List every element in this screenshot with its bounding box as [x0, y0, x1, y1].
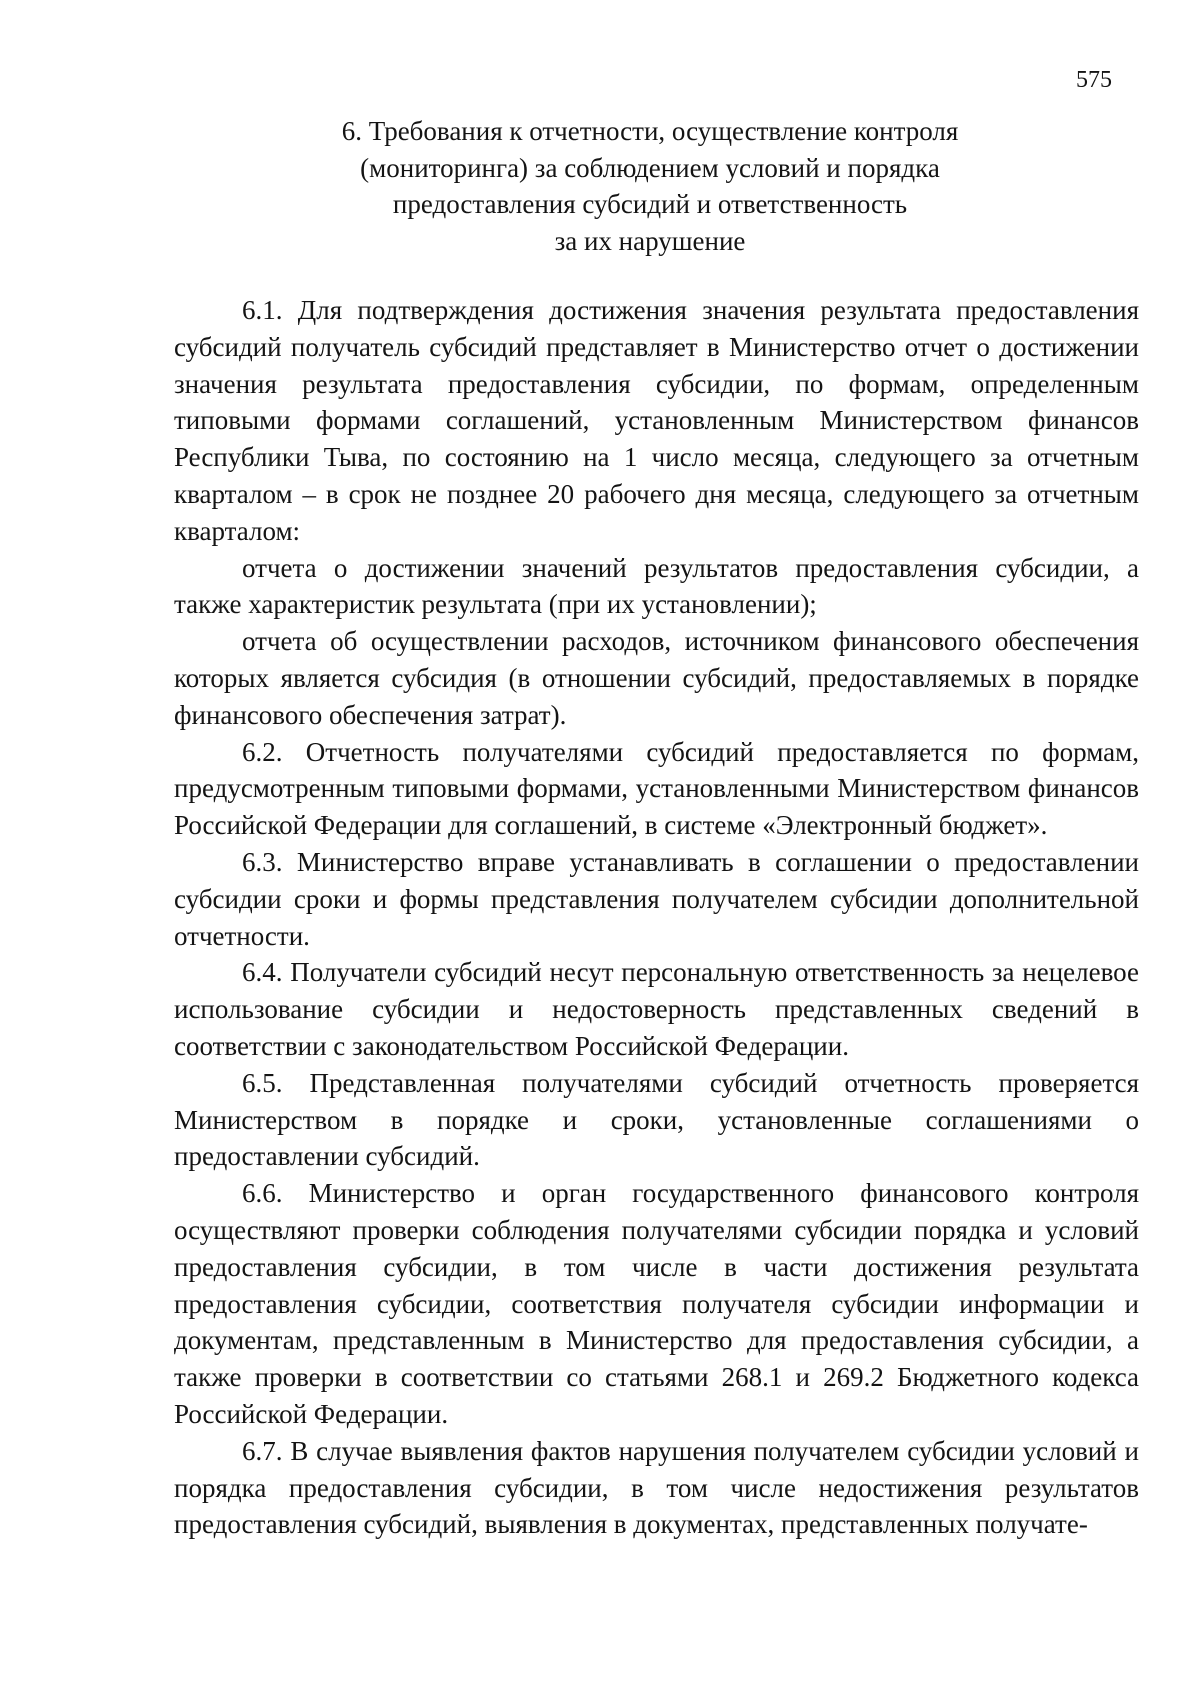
- section-title-line: 6. Требования к отчетности, осуществление контроля: [341, 116, 959, 146]
- paragraph-6-1: 6.1. Для подтверждения достижения значения результата предоставления субсидий получатель субсидий представляет в Министерство отчет о достижении значения результата предоставления субсидии, по формам, определенным типовыми формами соглашений, установленным Министерством финансов Республики Тыва, по состоянию на 1 число месяца, следующего за отчетным кварталом – в срок не позднее 20 рабочего дня месяца, следующего за отчетным кварталом:: [174, 295, 1139, 546]
- section-title-line: за их нарушение: [554, 225, 746, 256]
- paragraph-6-1-report-expenses: отчета об осуществлении расходов, источником финансового обеспечения которых является субсидия (в отношении субсидий, предоставляемых в порядке финансового обеспечения затрат).: [174, 626, 1139, 730]
- section-title: [170, 113, 1130, 259]
- paragraph-6-7: 6.7. В случае выявления фактов нарушения получателем субсидии условий и порядка предоставления субсидии, в том числе недостижения результатов предоставления субсидий, выявления в документах, представленных получате-: [174, 1435, 1139, 1540]
- page-number: 575: [1076, 67, 1112, 93]
- paragraph-6-5: 6.5. Представленная получателями субсидий отчетность проверяется Министерством в порядке и сроки, установленные соглашениями о предоставлении субсидий.: [174, 1067, 1139, 1172]
- paragraph-6-6: 6.6. Министерство и орган государственного финансового контроля осуществляют проверки соблюдения получателями субсидии порядка и условий предоставления субсидии, в том числе в части достижения результата предоставления субсидии, соответствия получателя субсидии информации и документам, представленным в Министерство для предоставления субсидии, а также проверки в соответствии со статьями 268.1 и 269.2 Бюджетного кодекса Российской Федерации.: [174, 1178, 1139, 1429]
- section-title-line: (мониторинга) за соблюдением условий и порядка: [360, 152, 940, 183]
- document-body: [174, 292, 1139, 1543]
- paragraph-6-2: 6.2. Отчетность получателями субсидий предоставляется по формам, предусмотренным типовыми формами, установленными Министерством финансов Российской Федерации для соглашений, в системе «Электронный бюджет».: [174, 736, 1139, 841]
- paragraph-6-1-report-results: отчета о достижении значений результатов предоставления субсидии, а также характеристик результата (при их установлении);: [174, 552, 1139, 620]
- section-title-line: предоставления субсидий и ответственность: [392, 189, 908, 219]
- paragraph-6-4: 6.4. Получатели субсидий несут персональную ответственность за нецелевое использование субсидии и недостоверность представленных сведений в соответствии с законодательством Российской Федерации.: [174, 957, 1139, 1061]
- paragraph-6-3: 6.3. Министерство вправе устанавливать в соглашении о предоставлении субсидии сроки и формы представления получателем субсидии дополнительной отчетности.: [174, 846, 1139, 951]
